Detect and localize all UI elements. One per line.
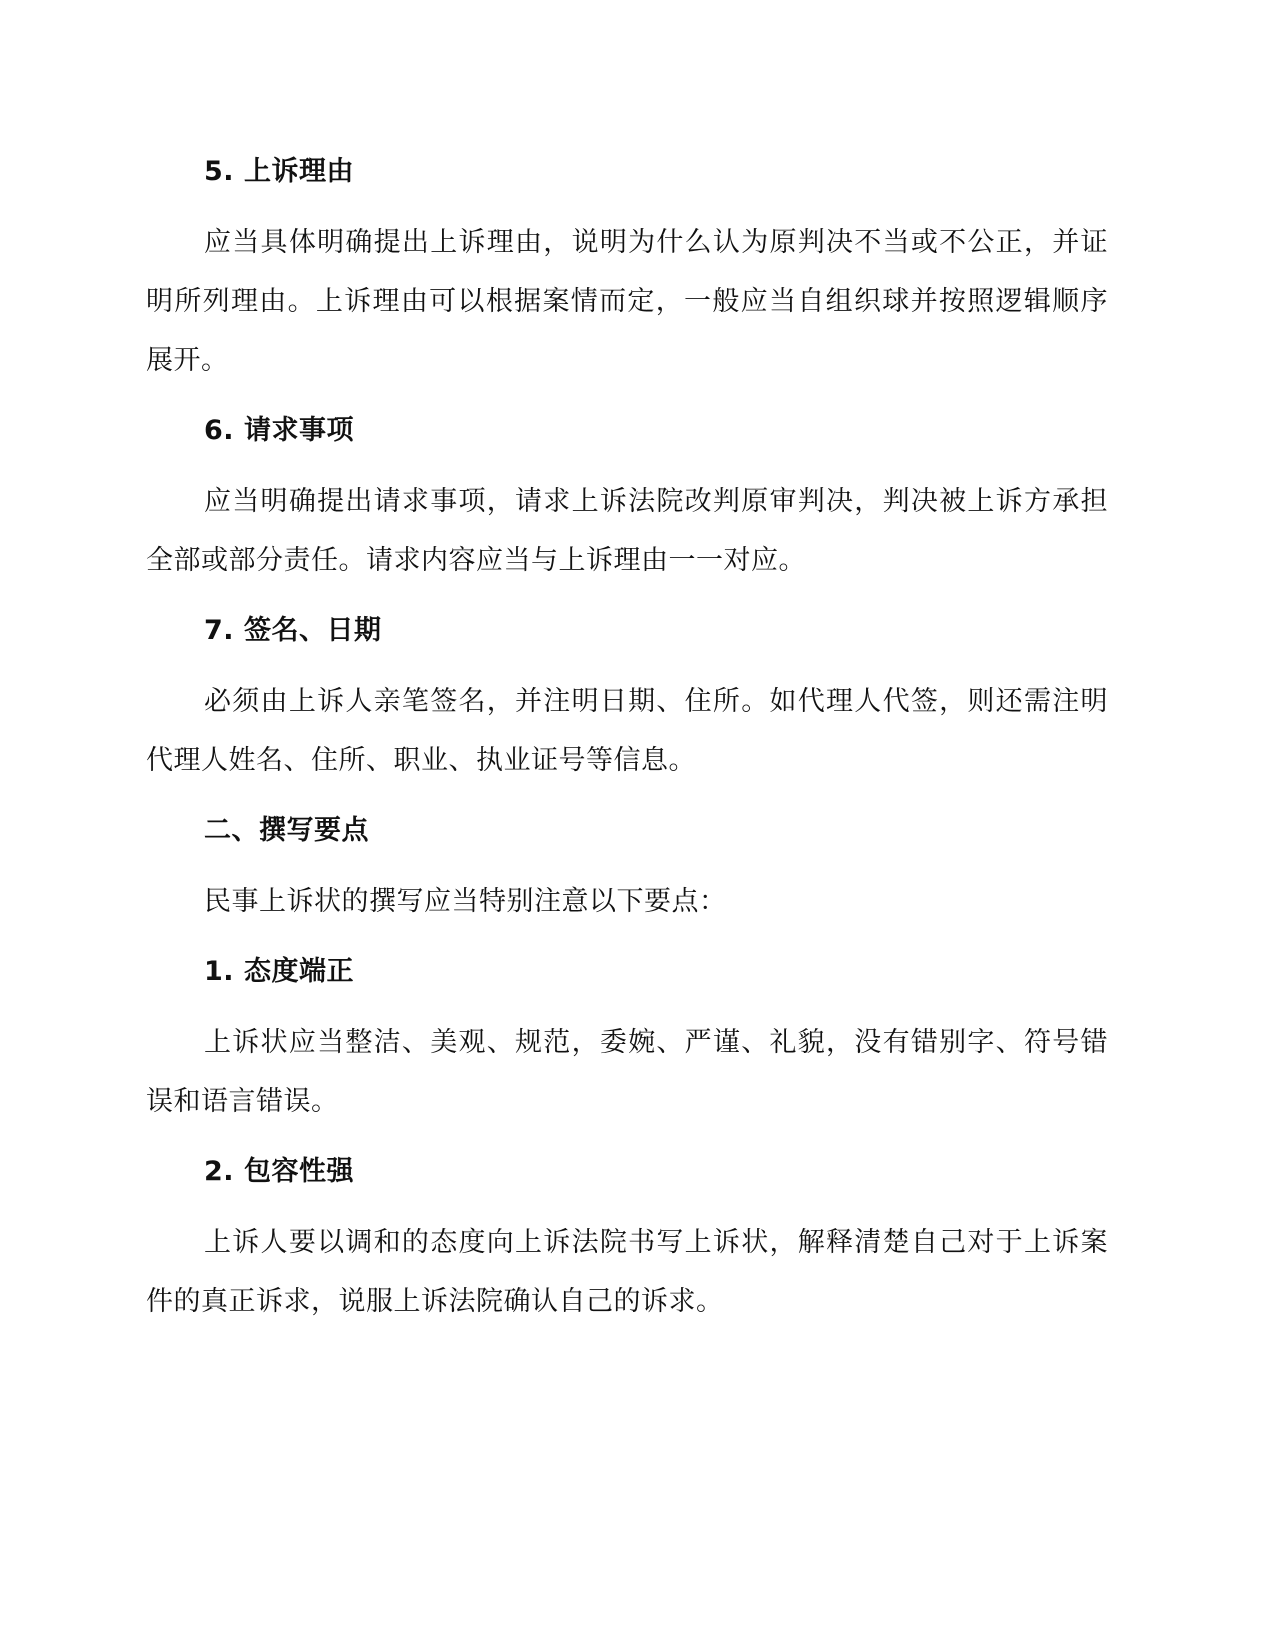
section-paragraph-writing-points: 民事上诉状的撰写应当特别注意以下要点：: [204, 886, 727, 917]
section-heading-attitude: 1. 态度端正: [204, 956, 354, 987]
section-paragraph-signature-date: 必须由上诉人亲笔签名，并注明日期、住所。如代理人代签，则还需注明代理人姓名、住所、职业、执业证号等信息。: [146, 686, 1108, 776]
section-heading-request-items: 6. 请求事项: [204, 415, 354, 446]
section-heading-appeal-reasons: 5. 上诉理由: [204, 156, 354, 187]
section-paragraph-appeal-reasons: 应当具体明确提出上诉理由，说明为什么认为原判决不当或不公正，并证明所列理由。上诉理由可以根据案情而定，一般应当自组织球并按照逻辑顺序展开。: [146, 227, 1108, 376]
section-paragraph-inclusiveness: 上诉人要以调和的态度向上诉法院书写上诉状，解释清楚自己对于上诉案件的真正诉求，说服上诉法院确认自己的诉求。: [146, 1227, 1108, 1317]
document-body: [146, 143, 1108, 1343]
section-heading-inclusiveness: 2. 包容性强: [204, 1156, 354, 1187]
section-paragraph-attitude: 上诉状应当整洁、美观、规范，委婉、严谨、礼貌，没有错别字、符号错误和语言错误。: [146, 1027, 1108, 1117]
section-paragraph-request-items: 应当明确提出请求事项，请求上诉法院改判原审判决，判决被上诉方承担全部或部分责任。请求内容应当与上诉理由一一对应。: [146, 486, 1108, 576]
section-heading-writing-points: 二、撰写要点: [204, 815, 369, 846]
section-heading-signature-date: 7. 签名、日期: [204, 615, 382, 646]
